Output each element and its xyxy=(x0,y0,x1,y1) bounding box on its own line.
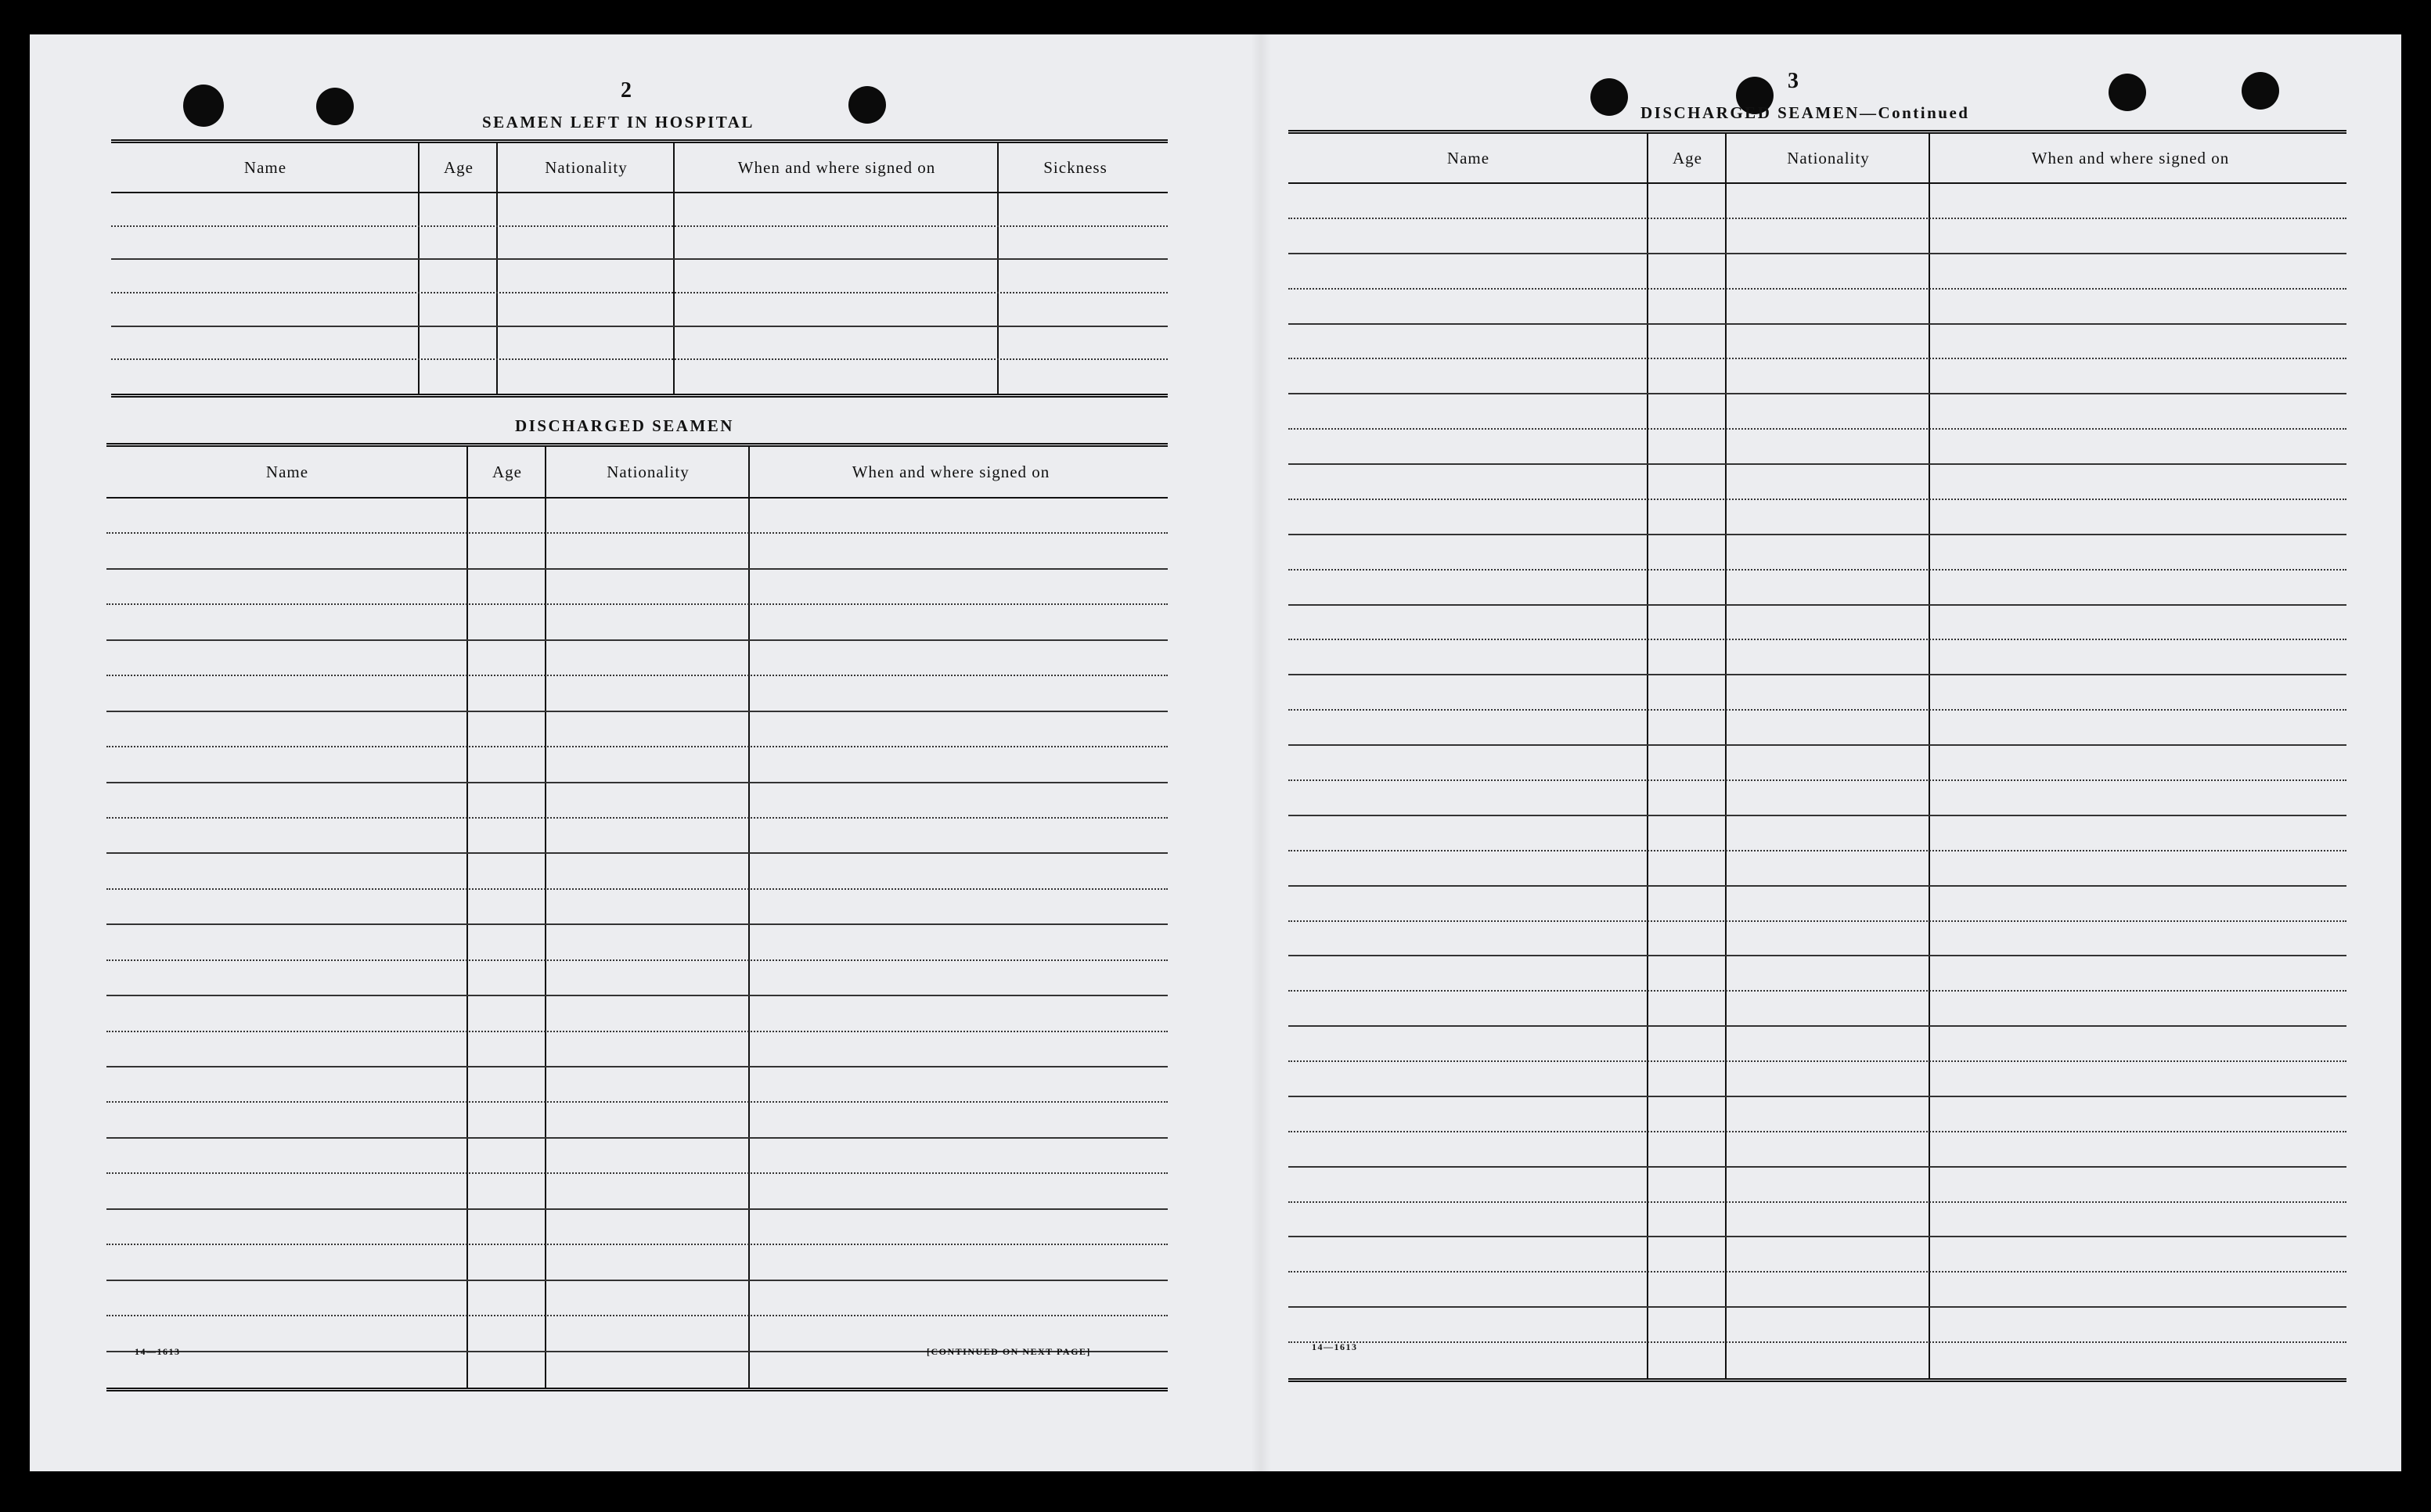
table-row xyxy=(106,1067,1168,1103)
punch-hole xyxy=(848,86,886,124)
table-row xyxy=(106,1103,1168,1138)
column-header-signed-on: When and where signed on xyxy=(737,157,936,177)
page-number-right: 3 xyxy=(1788,69,1799,93)
column-header-age: Age xyxy=(444,157,474,177)
table-row xyxy=(106,605,1168,640)
table-row xyxy=(1288,675,2346,711)
table-rows xyxy=(106,499,1168,1388)
table-row xyxy=(1288,956,2346,992)
continued-note: [CONTINUED ON NEXT PAGE] xyxy=(927,1346,1091,1357)
discharged-continued-title: DISCHARGED SEAMEN—Continued xyxy=(1640,103,1970,122)
punch-hole xyxy=(2242,72,2279,110)
table-row xyxy=(1288,465,2346,500)
table-row xyxy=(111,260,1168,293)
table-row xyxy=(106,676,1168,711)
table-row xyxy=(106,1245,1168,1280)
table-row xyxy=(106,1032,1168,1067)
table-row xyxy=(1288,359,2346,394)
table-row xyxy=(1288,290,2346,325)
table-header xyxy=(106,447,1168,499)
table-row xyxy=(1288,1273,2346,1308)
table-row xyxy=(106,996,1168,1031)
table-row xyxy=(106,819,1168,854)
column-header-nationality: Nationality xyxy=(545,157,628,177)
column-header-signed-on: When and where signed on xyxy=(2031,148,2230,167)
table-row xyxy=(106,641,1168,676)
table-row xyxy=(106,925,1168,960)
column-header-name: Name xyxy=(243,157,287,177)
hospital-section-title: SEAMEN LEFT IN HOSPITAL xyxy=(482,113,755,131)
table-row xyxy=(111,193,1168,227)
punch-hole xyxy=(1590,78,1628,116)
table-row xyxy=(1288,254,2346,290)
table-row xyxy=(1288,922,2346,957)
punch-hole xyxy=(2109,74,2146,111)
table-header xyxy=(1288,134,2346,184)
table-row xyxy=(1288,992,2346,1027)
table-row xyxy=(1288,606,2346,641)
table-row xyxy=(111,327,1168,361)
page-fold xyxy=(1251,34,1271,1471)
table-row xyxy=(1288,325,2346,360)
table-row xyxy=(106,1139,1168,1174)
table-row xyxy=(1288,1027,2346,1062)
table-row xyxy=(1288,1237,2346,1273)
table-row xyxy=(106,712,1168,747)
table-row xyxy=(1288,816,2346,851)
table-header xyxy=(111,143,1168,193)
discharged-table xyxy=(106,443,1168,1391)
table-row xyxy=(1288,711,2346,746)
table-row xyxy=(106,783,1168,819)
table-row xyxy=(1288,640,2346,675)
table-row xyxy=(106,1174,1168,1209)
table-row xyxy=(1288,746,2346,781)
table-row xyxy=(106,1281,1168,1316)
discharged-continued-table xyxy=(1288,130,2346,1382)
table-row xyxy=(1288,1203,2346,1238)
table-row xyxy=(1288,1308,2346,1343)
table-row xyxy=(1288,1062,2346,1097)
discharged-section-title: DISCHARGED SEAMEN xyxy=(515,416,734,435)
table-row xyxy=(1288,1132,2346,1168)
table-row xyxy=(1288,535,2346,571)
table-row xyxy=(1288,430,2346,465)
table-row xyxy=(1288,571,2346,606)
table-row xyxy=(1288,500,2346,535)
table-row xyxy=(106,854,1168,889)
column-header-sickness: Sickness xyxy=(1043,157,1107,177)
column-header-age: Age xyxy=(492,462,522,481)
column-header-signed-on: When and where signed on xyxy=(852,462,1050,481)
punch-hole xyxy=(316,88,354,125)
hospital-table xyxy=(111,139,1168,398)
column-header-nationality: Nationality xyxy=(607,462,690,481)
column-header-nationality: Nationality xyxy=(1787,148,1870,167)
table-rows xyxy=(111,193,1168,394)
table-row xyxy=(1288,781,2346,816)
table-row xyxy=(111,227,1168,261)
table-row xyxy=(106,747,1168,783)
table-row xyxy=(1288,219,2346,254)
table-row xyxy=(1288,1168,2346,1203)
table-rows xyxy=(1288,184,2346,1378)
document-sheet xyxy=(30,34,2401,1471)
table-row xyxy=(1288,184,2346,219)
table-row xyxy=(111,293,1168,327)
column-header-age: Age xyxy=(1673,148,1702,167)
table-row xyxy=(106,534,1168,569)
table-row xyxy=(1288,851,2346,887)
table-row xyxy=(106,890,1168,925)
table-row xyxy=(1288,1097,2346,1132)
page-number-left: 2 xyxy=(621,78,632,103)
punch-hole xyxy=(183,85,224,127)
table-row xyxy=(106,1210,1168,1245)
column-header-name: Name xyxy=(1446,148,1490,167)
table-row xyxy=(1288,394,2346,430)
column-header-name: Name xyxy=(265,462,309,481)
table-row xyxy=(106,961,1168,996)
form-number-left: 14—1613 xyxy=(135,1346,181,1357)
table-row xyxy=(1288,887,2346,922)
form-number-right: 14—1613 xyxy=(1312,1341,1358,1352)
table-row xyxy=(106,570,1168,605)
table-row xyxy=(106,499,1168,534)
